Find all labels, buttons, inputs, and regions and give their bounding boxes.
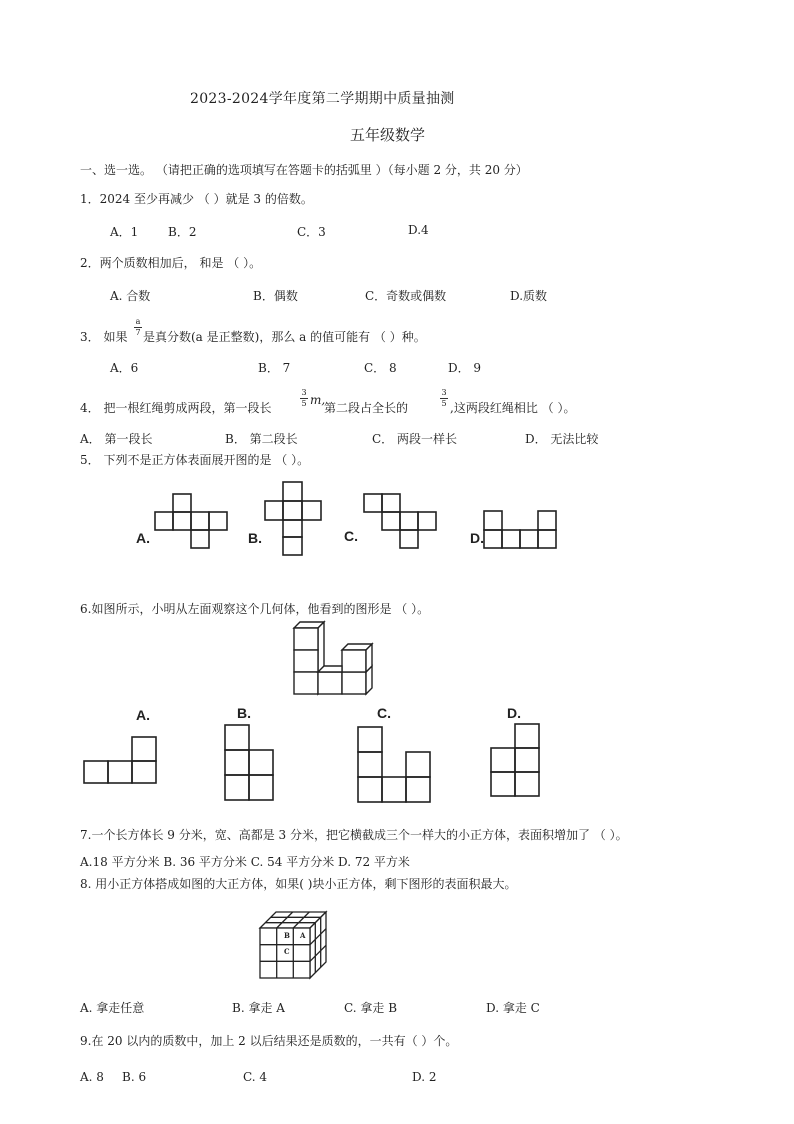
q4-option-a: A． 第一段长 — [80, 432, 153, 446]
q3-option-d: D． 9 — [448, 361, 482, 375]
q5-label-b: B. — [248, 530, 262, 546]
exam-subtitle: 五年级数学 — [350, 126, 426, 144]
q6-label-c: C. — [377, 705, 391, 721]
q1-option-d: D.4 — [408, 223, 429, 237]
q6-label-b: B. — [237, 705, 251, 721]
question-2-stem: 2．两个质数相加后， 和是 （ ）。 — [80, 256, 262, 270]
q8-cube-label-b: B — [284, 931, 290, 940]
q9-option-c: C. 4 — [243, 1070, 268, 1084]
q4-fraction-1 — [300, 389, 308, 408]
q3-option-b: B． 7 — [258, 361, 291, 375]
q4-unit: m, — [310, 393, 326, 407]
section-heading: 一、选一选。 （请把正确的选项填写在答题卡的括弧里 ）（每小题 2 分，共 20 分） — [80, 163, 528, 177]
q3-option-c: C． 8 — [364, 361, 397, 375]
question-3-stem-pre: 3． 如果 — [80, 330, 128, 344]
q8-option-a: A. 拿走任意 — [80, 1001, 145, 1015]
q6-view-b — [223, 723, 278, 803]
q5-net-a — [135, 490, 235, 552]
q1-option-a: A．1 — [110, 225, 139, 239]
q9-option-b: B. 6 — [122, 1070, 147, 1084]
q6-view-c — [356, 725, 436, 805]
q1-option-c: C．3 — [297, 225, 326, 239]
question-4-stem-pre: 4． 把一根红绳剪成两段，第一段长 — [80, 401, 272, 415]
q6-label-a: A. — [136, 707, 150, 723]
q9-option-d: D. 2 — [412, 1070, 437, 1084]
q4-fraction-2 — [440, 389, 448, 408]
q4-fraction-1-numerator: 3 — [301, 388, 307, 397]
q2-option-b: B．偶数 — [253, 289, 298, 303]
q5-label-a: A. — [136, 530, 150, 546]
exam-title: 2023-2024学年度第二学期期中质量抽测 — [190, 91, 455, 107]
q6-solid-figure — [290, 620, 382, 700]
question-4-stem-mid: 第二段占全长的 — [324, 401, 409, 415]
question-3-stem-post: 是真分数(a 是正整数)，那么 a 的值可能有 （ ）种。 — [143, 330, 426, 344]
q5-label-d: D. — [470, 530, 484, 546]
q3-fraction-denominator: 7 — [135, 328, 141, 337]
q8-cube-label-a: A — [300, 931, 306, 940]
q2-option-a: A. 合数 — [110, 289, 151, 303]
question-8-stem: 8. 用小正方体搭成如图的大正方体，如果( )块小正方体，剩下图形的表面积最大。 — [80, 877, 517, 891]
question-1-stem: 1．2024 至少再减少 （ ）就是 3 的倍数。 — [80, 192, 313, 206]
q4-fraction-2-numerator: 3 — [441, 388, 447, 397]
q4-option-d: D． 无法比较 — [525, 432, 599, 446]
q2-option-c: C．奇数或偶数 — [365, 289, 447, 303]
question-7-stem: 7.一个长方体长 9 分米，宽、高都是 3 分米，把它横截成三个一样大的小正方体，表面积增加了 （ ）。 — [80, 828, 628, 842]
question-6-stem: 6.如图所示，小明从左面观察这个几何体，他看到的图形是 （ ）。 — [80, 602, 430, 616]
q6-view-d — [489, 722, 544, 802]
q3-fraction-numerator: a — [135, 317, 141, 326]
q5-net-c — [362, 490, 442, 552]
q4-option-b: B． 第二段长 — [225, 432, 298, 446]
question-9-stem: 9.在 20 以内的质数中，加上 2 以后结果还是质数的，一共有（ ）个。 — [80, 1034, 458, 1048]
q5-net-b — [265, 480, 325, 560]
q8-cube-figure — [258, 910, 330, 982]
q2-option-d: D.质数 — [510, 289, 548, 303]
q3-fraction — [134, 318, 142, 337]
q6-label-d: D. — [507, 705, 521, 721]
q6-view-a — [82, 735, 162, 785]
q4-fraction-1-denominator: 5 — [301, 399, 307, 408]
question-5-stem: 5． 下列不是正方体表面展开图的是 （ ）。 — [80, 453, 310, 467]
q5-net-d — [483, 508, 563, 550]
q1-option-b: B．2 — [168, 225, 197, 239]
q8-option-d: D. 拿走 C — [486, 1001, 540, 1015]
q8-cube-label-c: C — [284, 947, 290, 956]
q8-option-b: B. 拿走 A — [232, 1001, 285, 1015]
q9-option-a: A. 8 — [80, 1070, 104, 1084]
q7-options: A.18 平方分米 B. 36 平方分米 C. 54 平方分米 D. 72 平方米 — [80, 855, 410, 869]
q8-option-c: C. 拿走 B — [344, 1001, 398, 1015]
q3-option-a: A．6 — [110, 361, 139, 375]
q4-option-c: C． 两段一样长 — [372, 432, 457, 446]
q5-label-c: C. — [344, 528, 358, 544]
question-4-stem-post: ,这两段红绳相比 （ ）。 — [450, 401, 576, 415]
q4-fraction-2-denominator: 5 — [441, 399, 447, 408]
